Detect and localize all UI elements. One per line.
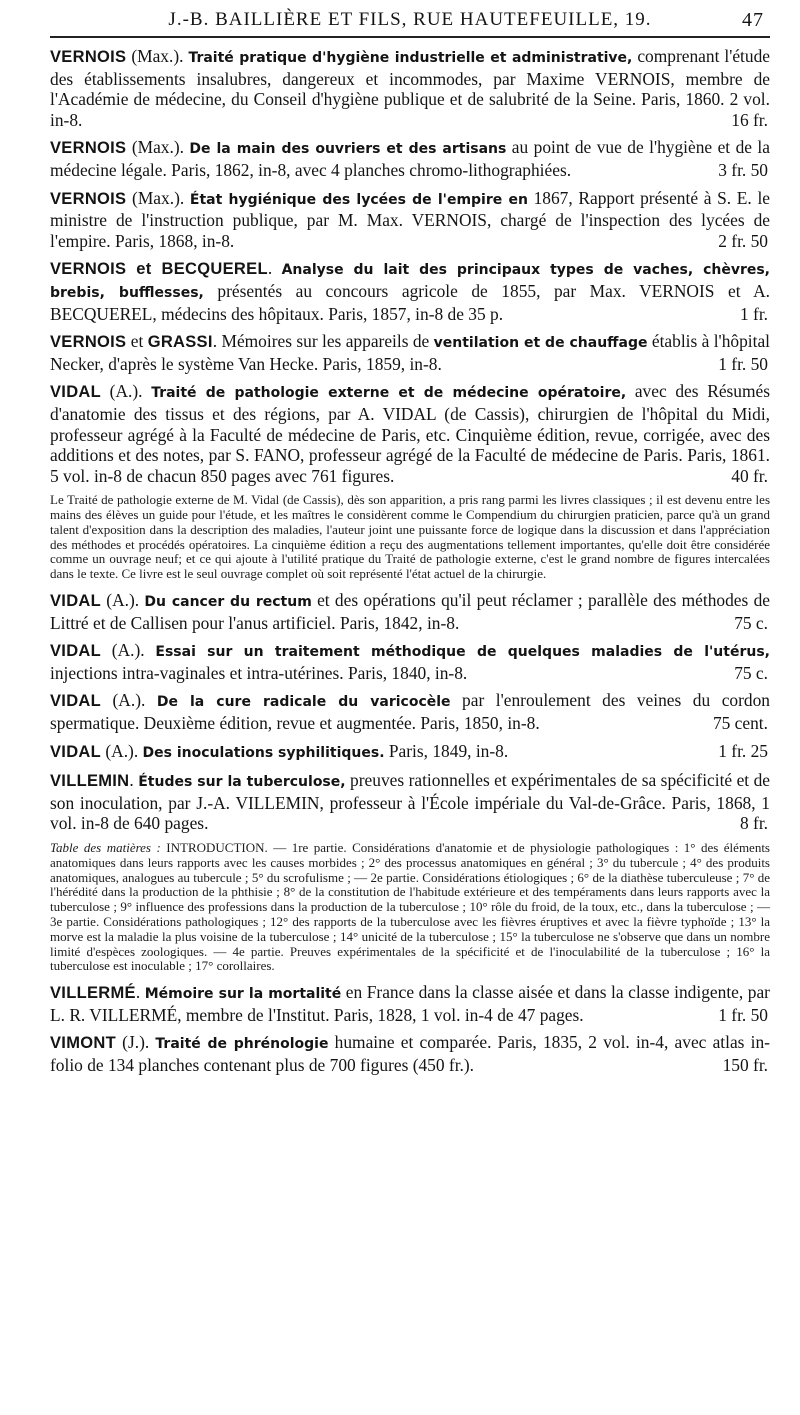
entry-author: VERNOIS <box>50 139 127 158</box>
entry-pre-2: . Mémoires sur les appareils de <box>212 331 434 352</box>
entry-price: 40 fr. <box>731 465 768 486</box>
entry-note-contents <box>50 841 770 974</box>
entry-body: Paris, 1849, in-8. <box>384 740 509 761</box>
catalog-entry <box>50 590 770 633</box>
entry-price: 1 fr. <box>739 303 768 324</box>
entry-title: Traité de pathologie externe et de médecine opératoire, <box>151 385 627 402</box>
entry-price: 1 fr. 25 <box>718 740 768 761</box>
note-text: INTRODUCTION. — 1re partie. Considérations d'anatomie et de physiologie pathologiques : 1° des éléments anatomiques dans leurs rapports avec les causes morbides ; 2° des processus anatomiques en général ; 3° du tubercule ; 4° des produits anatomiques, analogues au tubercule ; 5° du scrofulisme ; — 2e partie. Considérations étiologiques ; 6° de la diathèse tuberculeuse ; 7° de l'hérédité dans la production de la phthisie ; 8° de la constitution de l'habitude extérieure et des tempéraments dans leurs rapports avec la tuberculose ; 9° influence des professions dans la production de la tuberculose ; 10° rôle du froid, de la toux, etc., dans la tuberculose ; — 3e partie. Considérations pathologiques ; 12° des rapports de la tuberculose avec les fièvres éruptives et avec la fièvre typhoïde ; 13° la morve est la maladie la plus voisine de la tuberculose ; 14° unicité de la tuberculose ; 15° la tuberculose ne s'observe que dans un nombre limité d'espèces zoologiques. — 4e partie. Preuves expérimentales de la spécificité et de l'inoculabilité de la tuberculose ; 16° la tuberculose est inoculable ; 17° corollaires. <box>50 840 770 974</box>
entry-pre: (Max.). <box>126 187 190 208</box>
entry-title: Mémoire sur la mortalité <box>144 986 342 1003</box>
entry-pre: (Max.). <box>126 46 189 66</box>
entry-author: VIDAL <box>50 692 101 711</box>
entry-body: et des opérations qu'il peut réclamer ; parallèle des méthodes de Littré et de Callisen pour l'anus artificiel. Paris, 1842, in-8. <box>50 590 770 633</box>
entry-body: 1867, Rapport présenté à S. E. le ministre de l'instruction publique, par M. Max. VERNOIS, chargé de l'inspection des lycées de l'empire. Paris, 1868, in-8. <box>50 187 770 251</box>
catalog-entry <box>50 331 770 374</box>
entry-body: établis à l'hôpital Necker, d'après le système Van Hecke. Paris, 1859, in-8. <box>50 331 770 374</box>
entry-body: présentés au concours agricole de 1855, par Max. VERNOIS et A. BECQUEREL, médecins des hôpitaux. Paris, 1857, in-8 de 35 p. <box>50 280 770 324</box>
entry-title: Études sur la tuberculose, <box>138 774 346 791</box>
catalog-entry <box>50 770 770 834</box>
entry-title: Analyse du lait des principaux types de vaches, chèvres, brebis, bufflesses, <box>50 262 771 301</box>
entry-pre: (A.). <box>101 640 156 661</box>
catalog-entry <box>50 1032 770 1075</box>
entry-price: 75 cent. <box>712 713 768 734</box>
catalog-entry <box>50 137 770 180</box>
entry-author: VERNOIS <box>50 189 127 208</box>
entry-author: VIDAL <box>50 383 101 402</box>
entry-title: Essai sur un traitement méthodique de quelques maladies de l'utérus, <box>155 644 770 661</box>
entry-body: comprenant l'étude des établissements insalubres, dangereux et incommodes, par Maxime VERNOIS, membre de l'Académie de médecine, du Conseil d'hygiène publique et de salubrité de la Seine. Paris, 1860. 2 vol. in-8. <box>50 46 770 130</box>
entry-pre: . <box>267 258 282 279</box>
entry-price: 1 fr. 50 <box>718 1004 768 1025</box>
entries-list <box>50 46 770 1076</box>
entry-price: 1 fr. 50 <box>718 353 768 374</box>
catalog-entry <box>50 258 770 324</box>
entry-body: avec des Résumés d'anatomie des tissus et des régions, par A. VIDAL (de Cassis), chirurgien de l'hôpital du Midi, professeur agrégé à la Faculté de médecine de Paris, etc. Cinquième édition, revue, corrigée, avec des additions et des notes, par S. FANO, professeur agrégé de la Faculté de médecine de Paris. Paris, 1861. 5 vol. in-8 de chacun 850 pages avec 761 figures. <box>50 381 771 486</box>
entry-note: Le Traité de pathologie externe de M. Vidal (de Cassis), dès son apparition, a pris rang parmi les livres classiques ; il est devenu entre les mains des élèves un guide pour l'étude, et les maîtres le considèrent comme le Compendium du chirurgien praticien, parce qu'à un grand talent d'exposition dans la description des maladies, l'auteur joint une puissante force de logique dans la discussion et dans l'appréciation des méthodes et procédés opératoires. La cinquième édition a reçu des augmentations tellement importantes, qu'elle doit être considérée comme un ouvrage neuf; et ce qui ajoute à l'utilité pratique du Traité de pathologie externe, c'est le grand nombre de figures intercalées dans le texte. Ce livre est le seul ouvrage complet où soit représenté l'état actuel de la chirurgie. <box>50 492 770 582</box>
entry-title: Du cancer du rectum <box>144 594 312 611</box>
entry-price: 75 c. <box>734 662 768 683</box>
catalog-entry <box>50 188 770 252</box>
entry-price: 150 fr. <box>722 1054 768 1075</box>
entry-pre: (A.). <box>101 690 157 711</box>
entry-author: VIMONT <box>50 1034 116 1053</box>
entry-author: VIDAL <box>50 642 101 661</box>
entry-price: 8 fr. <box>739 813 768 834</box>
entry-price: 3 fr. 50 <box>718 159 768 180</box>
entry-title: ventilation et de chauffage <box>433 335 648 352</box>
entry-author: VERNOIS <box>50 48 127 66</box>
entry-body: au point de vue de l'hygiène et de la médecine légale. Paris, 1862, in-8, avec 4 planches chromo-lithographiées. <box>50 137 770 180</box>
entry-title: Traité pratique d'hygiène industrielle et administrative, <box>188 50 633 66</box>
entry-body: en France dans la classe aisée et dans la classe indigente, par L. R. VILLERMÉ, membre de l'Institut. Paris, 1828, 1 vol. in-4 de 47 pages. <box>50 982 770 1025</box>
entry-pre: (J.). <box>115 1032 156 1053</box>
running-head <box>50 6 770 38</box>
entry-body: preuves rationnelles et expérimentales de sa spécificité et de son inoculation, par J.-A. VILLEMIN, professeur à l'École impériale du Val-de-Grâce. Paris, 1868, 1 vol. in-8 de 640 pages. <box>50 770 770 834</box>
entry-author: VILLEMIN <box>50 772 130 791</box>
entry-author: VIDAL <box>50 592 101 611</box>
entry-title: De la cure radicale du varicocèle <box>156 694 451 711</box>
catalog-entry <box>50 741 770 764</box>
entry-price: 16 fr. <box>731 109 768 130</box>
entry-price: 2 fr. 50 <box>718 230 768 251</box>
entry-pre: (A.). <box>101 590 145 611</box>
entry-author: VERNOIS <box>50 333 127 352</box>
entry-pre: (Max.). <box>126 137 190 158</box>
entry-price: 75 c. <box>734 612 768 633</box>
note-label: Table des matières : <box>50 840 161 855</box>
entry-title: Traité de phrénologie <box>155 1036 329 1053</box>
entry-title: Des inoculations syphilitiques. <box>142 744 385 761</box>
entry-pre: (A.). <box>101 381 152 402</box>
catalog-entry <box>50 690 770 733</box>
running-title: J.-B. BAILLIÈRE ET FILS, RUE HAUTEFEUILLE, 19. <box>168 9 652 30</box>
entry-body: injections intra-vaginales et intra-utérines. Paris, 1840, in-8. <box>50 662 468 683</box>
entry-author-2: GRASSI <box>147 333 213 352</box>
catalog-entry <box>50 46 770 130</box>
catalog-entry <box>50 640 770 683</box>
page-number: 47 <box>742 9 764 31</box>
entry-pre: (A.). <box>101 740 143 761</box>
entry-author: VIDAL <box>50 742 101 761</box>
catalog-entry <box>50 381 770 486</box>
entry-body: humaine et comparée. Paris, 1835, 2 vol. in-4, avec atlas in-folio de 134 planches contenant plus de 700 figures (450 fr.). <box>50 1032 770 1075</box>
entry-title: De la main des ouvriers et des artisans <box>189 141 507 158</box>
entry-title: État hygiénique des lycées de l'empire en <box>189 191 528 208</box>
entry-pre: et <box>126 331 148 352</box>
entry-body: par l'enroulement des veines du cordon spermatique. Deuxième édition, revue et augmentée. Paris, 1850, in-8. <box>50 690 770 734</box>
entry-author: VILLERMÉ <box>50 984 136 1003</box>
entry-author: VERNOIS et BECQUEREL <box>50 260 268 279</box>
entry-pre: . <box>135 982 145 1003</box>
catalog-entry <box>50 982 770 1025</box>
entry-pre: . <box>129 770 139 791</box>
